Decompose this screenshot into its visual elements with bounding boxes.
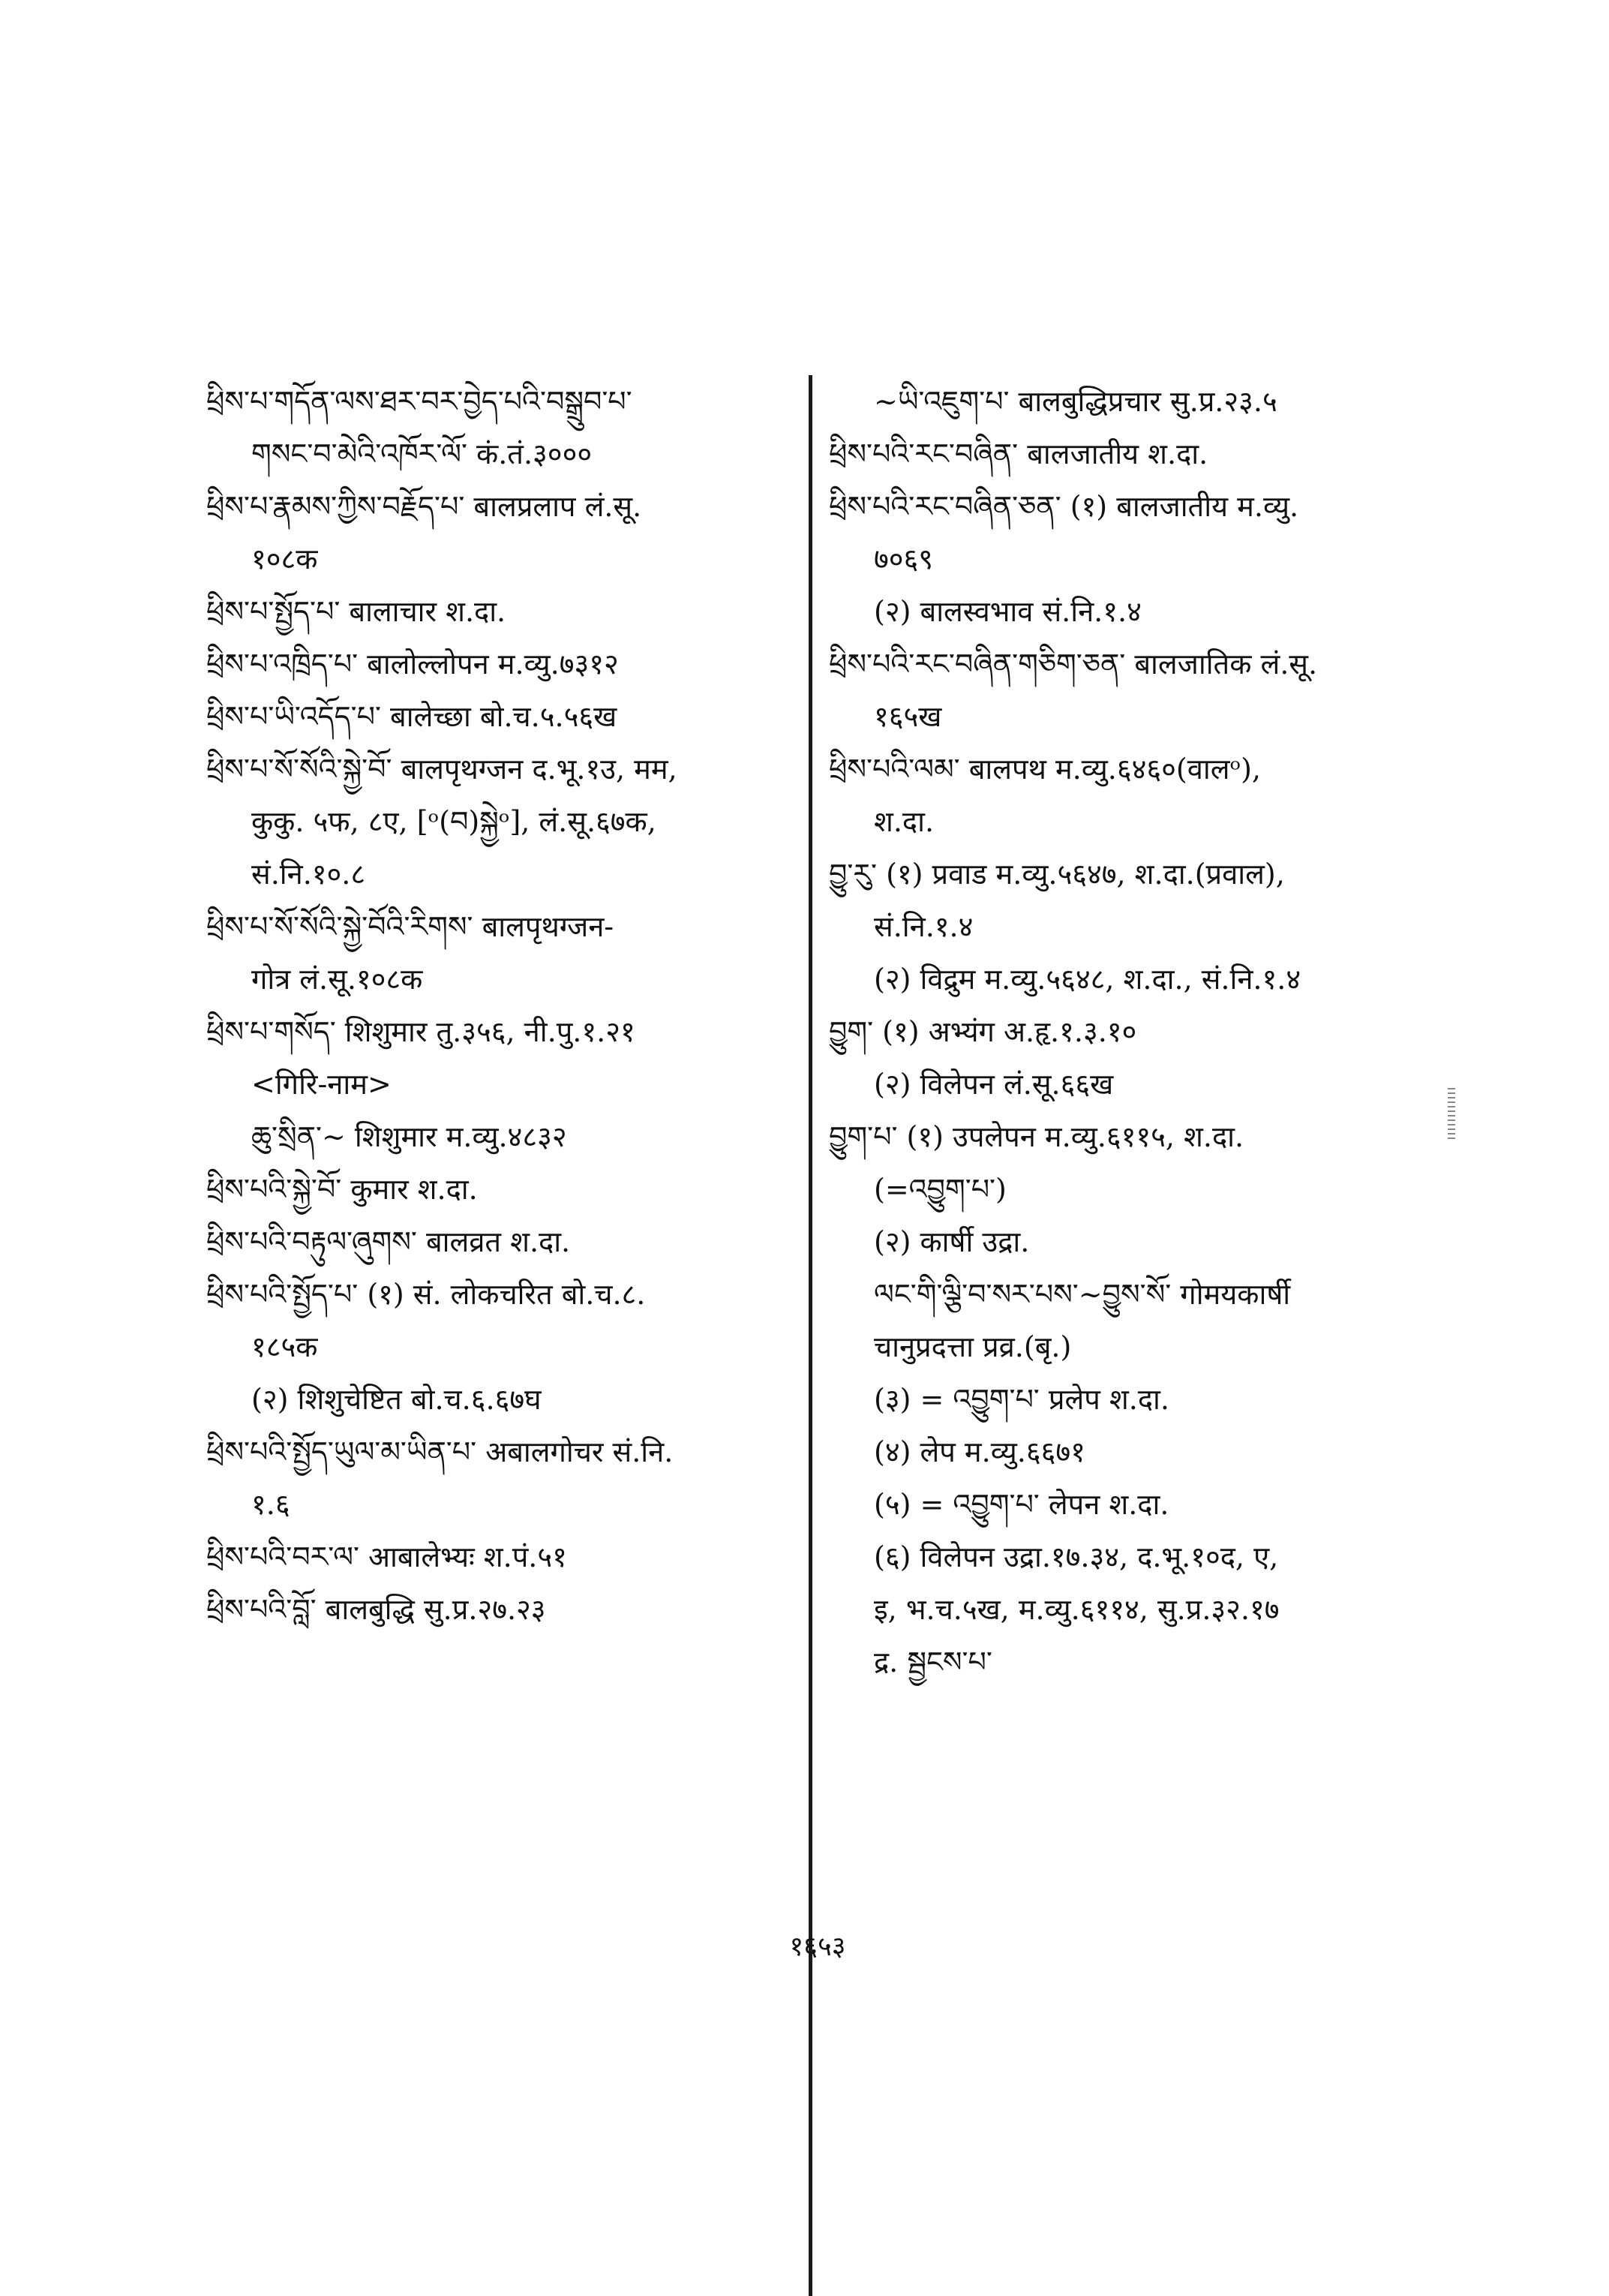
right-column [829, 375, 1451, 1688]
right-entry-line: ལང་གི་ལྕི་བ་སར་པས་~བྱུས་སོ་ गोमयकार्षी [874, 1278, 1291, 1311]
right-entry-line: (५) = འབྱུག་པ་ लेपन श.दा. [874, 1488, 1169, 1521]
right-entry-line: चानुप्रदत्ता प्रव्र.(बृ.) [874, 1330, 1072, 1363]
right-entry-line: (२) विलेपन लं.सू.६६ख [874, 1068, 1114, 1101]
right-entry-line: इ, भ.च.५ख, म.व्यु.६११४, सु.प्र.३२.१७ [874, 1593, 1280, 1626]
left-entry-line: ཕྲིས་པའི་སྐྱེ་བོ་ कुमार श.दा. [206, 1173, 478, 1206]
left-column [206, 375, 799, 1636]
right-entry-line: ཕྲིས་པའི་ལམ་ बालपथ म.व्यु.६४६०(वालᵒ), [829, 753, 1262, 786]
left-entry-line: ཕྲིས་པའི་སྤྱོད་ཡུལ་མ་ཡིན་པ་ अबालगोचर सं.नि. [206, 1435, 674, 1468]
right-entry-line: (२) विद्रुम म.व्यु.५६४८, श.दा., सं.नि.१.४ [874, 963, 1301, 996]
right-entry-line: (२) बालस्वभाव सं.नि.१.४ [874, 595, 1142, 628]
right-entry-line: ཕྲིས་པའི་རང་བཞིན་གཅིག་ཅན་ बालजातिक लं.सू. [829, 648, 1318, 681]
left-entry-line: ཕྲིས་པ་གསོད་ शिशुमार तु.३५६, नी.पु.१.२१ [206, 1015, 635, 1048]
right-entry-line: བྱུ་རུ་ (१) प्रवाड म.व्यु.५६४७, श.दा.(प्रवाल), [829, 858, 1285, 891]
right-entry-line: (४) लेप म.व्यु.६६७१ [874, 1435, 1085, 1468]
left-entry-line: ཕྲིས་པའི་སྤྱོད་པ་ (१) सं. लोकचरित बो.च.८. [206, 1278, 646, 1311]
left-entry-line: १०८क [251, 542, 318, 576]
right-entry-line: ཕྲིས་པའི་རང་བཞིན་ཅན་ (१) बालजातीय म.व्यु. [829, 490, 1299, 523]
right-entry-line: द्र. སྦྱངས་པ་ [874, 1645, 992, 1678]
right-entry-line: བྱུག་ (१) अभ्यंग अ.हृ.१.३.१० [829, 1015, 1137, 1048]
left-entry-line: ཕྲིས་པ་གདོན་ལས་ཐར་བར་བྱེད་པའི་བསྒྲུབ་པ་ [206, 385, 632, 418]
margin-mark [1448, 1088, 1455, 1140]
left-entry-line: कुकु. ५फ, ८ए, [ᵒ(བ)སྐྱེᵒ], लं.सू.६७क, [251, 805, 656, 838]
left-entry-line: ཕྲིས་པ་སོ་སོའི་སྐྱེ་བོའི་རིགས་ बालपृथग्जन- [206, 910, 614, 943]
left-entry-line: ཕྲིས་པའི་བར་ལ་ आबालेभ्यः श.पं.५१ [206, 1540, 567, 1573]
left-entry-line: <गिरि-नाम> [251, 1068, 392, 1101]
left-entry-line: १.६ [251, 1488, 290, 1521]
left-entry-line: ཕྲིས་པ་ཡི་འདོད་པ་ बालेच्छा बो.च.५.५६ख [206, 700, 617, 733]
left-entry-line: (२) शिशुचेष्टित बो.च.६.६७घ [251, 1383, 542, 1416]
right-entry-line: सं.नि.१.४ [874, 910, 974, 943]
right-entry-line: श.दा. [874, 805, 935, 838]
page-number: १६५३ [789, 1931, 846, 1962]
right-entry-line: १६५ख [874, 700, 942, 733]
left-entry-line: ཕྲིས་པ་འཁྲིད་པ་ बालोल्लोपन म.व्यु.७३१२ [206, 648, 619, 681]
left-entry-line: ཕྲིས་པ་སོ་སོའི་སྐྱེ་བོ་ बालपृथग्जन द.भू.१उ, मम, [206, 753, 677, 786]
right-entry-line: (=འབྱུག་པ་) [874, 1173, 1007, 1206]
left-entry-line: सं.नि.१०.८ [251, 858, 366, 891]
column-divider [809, 375, 812, 2296]
left-entry-line: ཕྲིས་པ་སྤྱོད་པ་ बालाचार श.दा. [206, 595, 506, 628]
left-entry-line: ཕྲིས་པ་རྣམས་ཀྱིས་བརྗོད་པ་ बालप्रलाप लं.सू. [206, 490, 642, 523]
right-entry-line: (३) = འབྱུག་པ་ प्रलेप श.दा. [874, 1383, 1169, 1416]
left-entry-line: ཕྲིས་པའི་བརྟུལ་ཞུགས་ बालव्रत श.दा. [206, 1225, 571, 1258]
right-entry-line: ७०६९ [874, 542, 934, 576]
left-entry-line: १८५क [251, 1330, 318, 1363]
right-entry-line: (२) कार्षी उद्रा. [874, 1225, 1030, 1258]
right-entry-line: བྱུག་པ་ (१) उपलेपन म.व्यु.६११५, श.दा. [829, 1120, 1244, 1153]
right-entry-line: (६) विलेपन उद्रा.१७.३४, द.भू.१०द, ए, [874, 1540, 1279, 1573]
right-entry-line: ~ཡི་འཇུག་པ་ बालबुद्धिप्रचार सु.प्र.२३.५ [874, 385, 1277, 418]
left-entry-line: གསང་བ་མེའི་འཁོར་ལོ་ कं.तं.३००० [251, 437, 593, 470]
left-entry-line: ཆུ་སྲིན་~ शिशुमार म.व्यु.४८३२ [251, 1120, 567, 1153]
left-entry-line: गोत्र लं.सू.१०८क [251, 963, 423, 996]
left-entry-line: ཕྲིས་པའི་བློ་ बालबुद्धि सु.प्र.२७.२३ [206, 1593, 546, 1626]
right-entry-line: ཕྲིས་པའི་རང་བཞིན་ बालजातीय श.दा. [829, 437, 1208, 470]
